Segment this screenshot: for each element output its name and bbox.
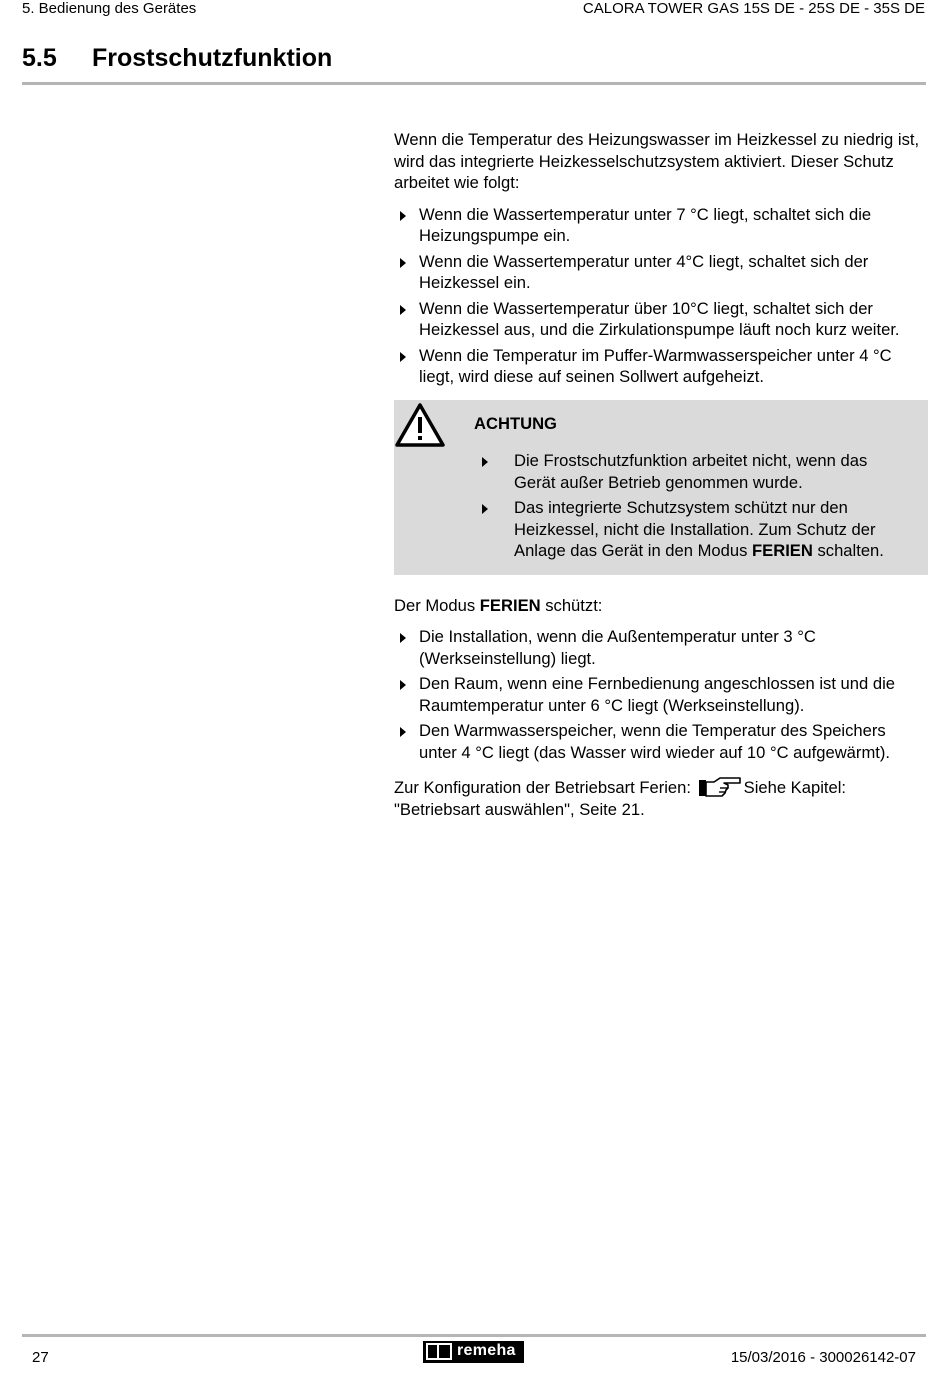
ferien-list	[394, 626, 928, 763]
bullet-arrow-icon	[482, 504, 488, 514]
page-number: 27	[32, 1349, 49, 1366]
brand-mark-icon	[426, 1343, 452, 1360]
pointing-hand-icon	[698, 776, 742, 798]
header-chapter: 5. Bedienung des Gerätes	[22, 0, 197, 17]
brand-logo	[423, 1341, 524, 1363]
warning-box	[394, 400, 928, 575]
section-heading	[22, 44, 332, 73]
list-item: Den Warmwasserspeicher, wenn die Temperatur des Speichers unter 4 °C liegt (das Wasser wird wieder auf 10 °C aufgewärmt).	[394, 720, 928, 763]
list-item: Wenn die Temperatur im Puffer-Warmwasserspeicher unter 4 °C liegt, wird diese auf seinen Sollwert aufgeheizt.	[394, 345, 928, 388]
warning-title: ACHTUNG	[474, 413, 557, 433]
bullet-arrow-icon	[400, 727, 406, 737]
section-number: 5.5	[22, 44, 57, 72]
list-item: Die Installation, wenn die Außentemperatur unter 3 °C (Werkseinstellung) liegt.	[394, 626, 928, 669]
header-product: CALORA TOWER GAS 15S DE - 25S DE - 35S DE	[582, 0, 925, 17]
warning-triangle-icon	[394, 402, 446, 448]
footer-rule	[22, 1334, 926, 1337]
list-item: Wenn die Wassertemperatur unter 7 °C liegt, schaltet sich die Heizungspumpe ein.	[394, 204, 928, 247]
document-reference: 15/03/2016 - 300026142-07	[730, 1349, 916, 1366]
list-item: Den Raum, wenn eine Fernbedienung angeschlossen ist und die Raumtemperatur unter 6 °C liegt (Werkseinstellung).	[394, 673, 928, 716]
brand-name: remeha	[457, 1342, 516, 1359]
list-item: Das integrierte Schutzsystem schützt nur den Heizkessel, nicht die Installation. Zum Schutz der Anlage das Gerät in den Modus FERIEN schalten.	[474, 497, 912, 562]
bullet-arrow-icon	[400, 680, 406, 690]
list-item: Wenn die Wassertemperatur unter 4°C liegt, schaltet sich der Heizkessel ein.	[394, 251, 928, 294]
intro-paragraph: Wenn die Temperatur des Heizungswasser im Heizkessel zu niedrig ist, wird das integrierte Heizkesselschutzsystem aktiviert. Dieser Schutz arbeitet wie folgt:	[394, 130, 920, 192]
bullet-arrow-icon	[400, 305, 406, 315]
bullet-arrow-icon	[482, 457, 488, 467]
header-rule	[22, 82, 926, 85]
bullet-arrow-icon	[400, 258, 406, 268]
section-title: Frostschutzfunktion	[92, 44, 333, 72]
list-item: Die Frostschutzfunktion arbeitet nicht, wenn das Gerät außer Betrieb genommen wurde.	[474, 450, 912, 493]
config-reference: Zur Konfiguration der Betriebsart Ferien: Siehe Kapitel: "Betriebsart auswählen", Seite 21.	[394, 778, 847, 819]
bullet-arrow-icon	[400, 211, 406, 221]
content-column	[394, 129, 928, 820]
bullet-arrow-icon	[400, 633, 406, 643]
warning-list	[474, 450, 912, 562]
ferien-intro: Der Modus FERIEN schützt:	[394, 595, 603, 615]
bullet-arrow-icon	[400, 352, 406, 362]
protection-list	[394, 204, 928, 388]
list-item: Wenn die Wassertemperatur über 10°C liegt, schaltet sich der Heizkessel aus, und die Zirkulationspumpe läuft noch kurz weiter.	[394, 298, 928, 341]
